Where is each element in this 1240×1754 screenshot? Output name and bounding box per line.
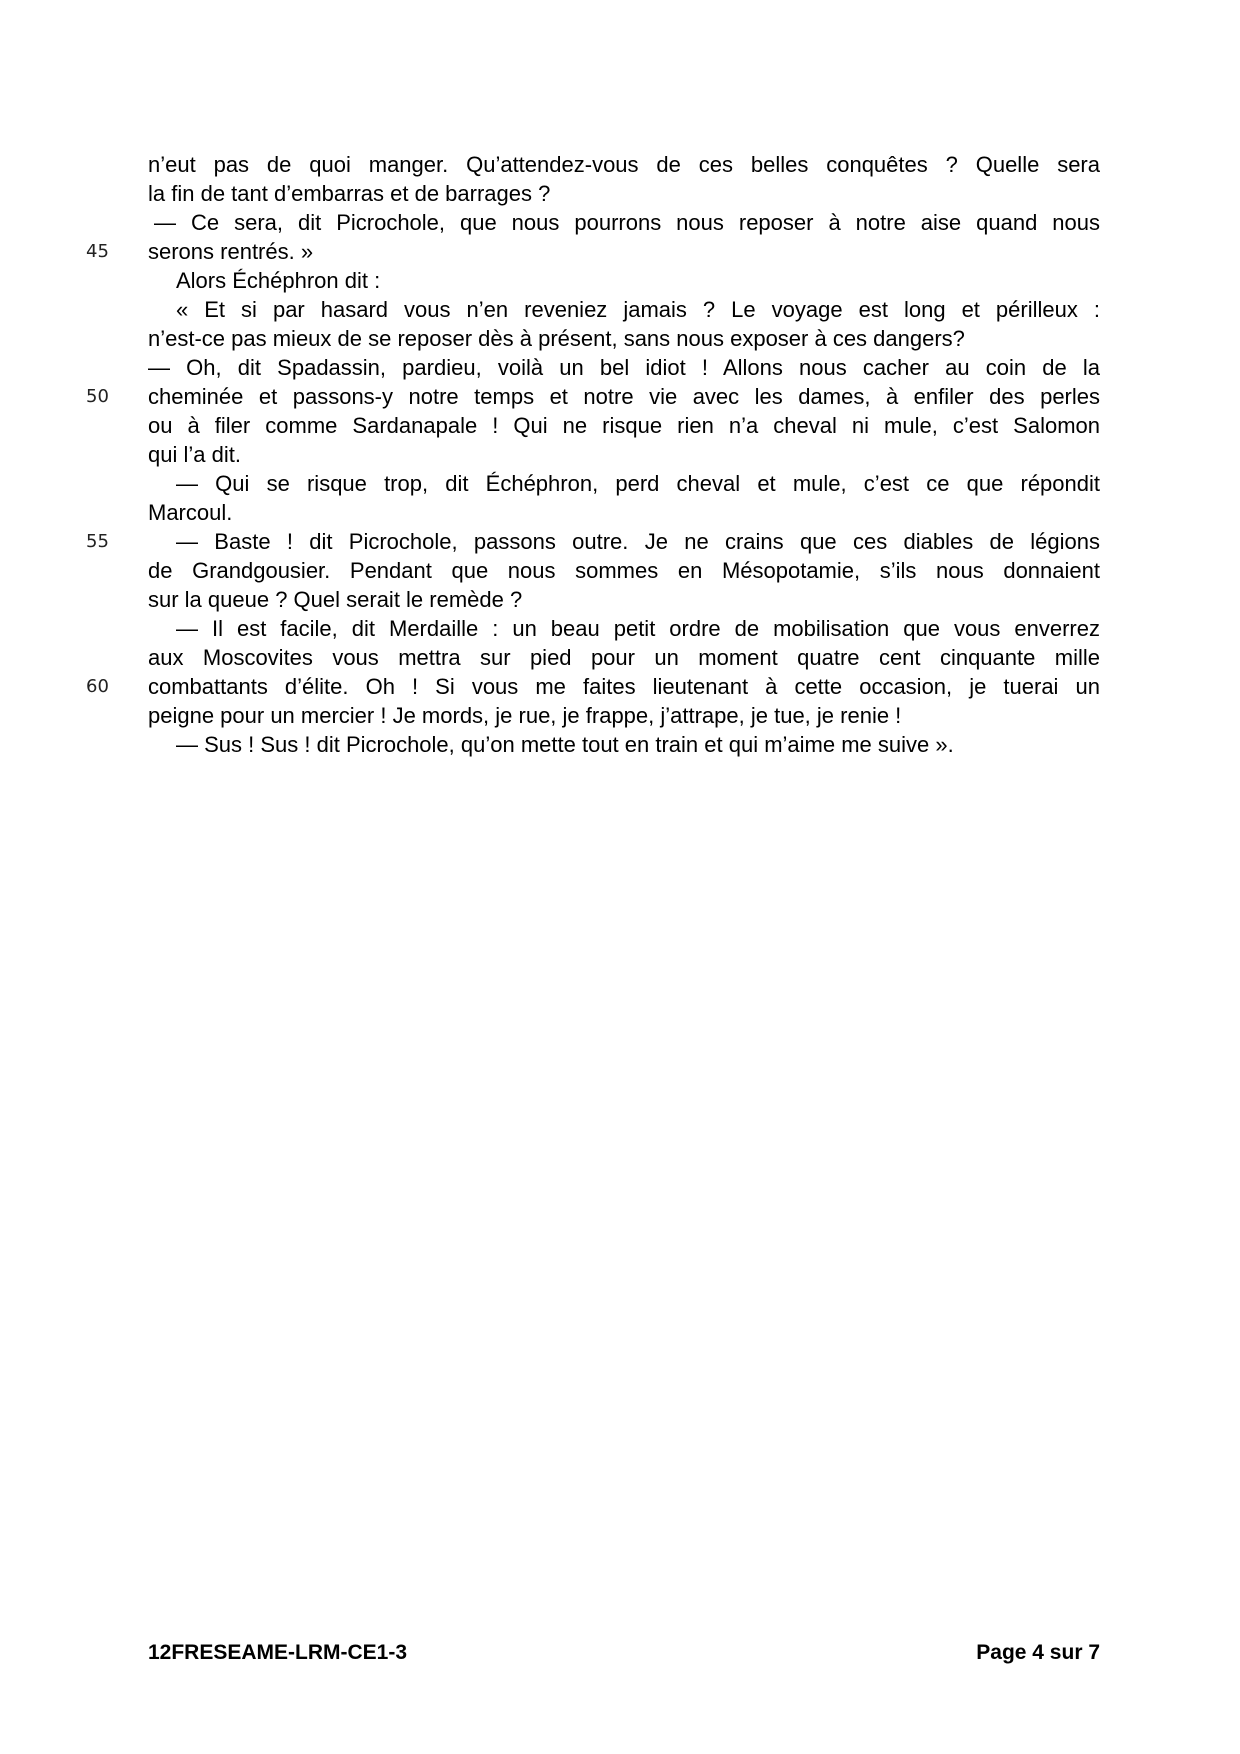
line-text: n’eut pas de quoi manger. Qu’attendez-vous de ces belles conquêtes ? Quelle sera xyxy=(148,152,1100,177)
document-code: 12FRESEAME-LRM-CE1-3 xyxy=(148,1641,408,1664)
line-text: — Baste ! dit Picrochole, passons outre. Je ne crains que ces diables de légions xyxy=(176,529,1100,554)
line-text: combattants d’élite. Oh ! Si vous me faites lieutenant à cette occasion, je tuerai un xyxy=(148,674,1100,699)
text-body xyxy=(86,150,1100,759)
line-text: aux Moscovites vous mettra sur pied pour un moment quatre cent cinquante mille xyxy=(148,645,1100,670)
line-text: — Qui se risque trop, dit Échéphron, perd cheval et mule, c’est ce que répondit xyxy=(176,471,1100,496)
text-line xyxy=(86,672,1100,701)
text-line xyxy=(148,353,1100,382)
line-text: la fin de tant d’embarras et de barrages ? xyxy=(148,181,551,206)
text-line xyxy=(86,382,1100,411)
text-line xyxy=(148,585,1100,614)
text-line xyxy=(148,440,1100,469)
line-number: 60 xyxy=(86,676,109,697)
text-line xyxy=(86,527,1100,556)
text-line xyxy=(148,295,1100,324)
line-text: sur la queue ? Quel serait le remède ? xyxy=(148,587,523,612)
line-text: Alors Échéphron dit : xyxy=(176,268,381,293)
line-text: de Grandgousier. Pendant que nous sommes en Mésopotamie, s’ils nous donnaient xyxy=(148,558,1100,583)
text-line xyxy=(148,701,1100,730)
text-line xyxy=(148,411,1100,440)
line-text: qui l’a dit. xyxy=(148,442,241,467)
text-line xyxy=(86,237,1100,266)
text-line xyxy=(148,614,1100,643)
line-text: — Sus ! Sus ! dit Picrochole, qu’on mette tout en train et qui m’aime me suive ». xyxy=(176,732,954,757)
text-line xyxy=(148,730,1100,759)
text-line xyxy=(148,469,1100,498)
line-text: — Ce sera, dit Picrochole, que nous pourrons nous reposer à notre aise quand nous xyxy=(154,210,1100,235)
line-text: cheminée et passons-y notre temps et notre vie avec les dames, à enfiler des perles xyxy=(148,384,1100,409)
line-text: n’est-ce pas mieux de se reposer dès à présent, sans nous exposer à ces dangers? xyxy=(148,326,965,351)
line-text: « Et si par hasard vous n’en reveniez jamais ? Le voyage est long et périlleux : xyxy=(176,297,1100,322)
line-text: serons rentrés. » xyxy=(148,239,314,264)
line-text: ou à filer comme Sardanapale ! Qui ne risque rien n’a cheval ni mule, c’est Salomon xyxy=(148,413,1100,438)
text-line xyxy=(148,556,1100,585)
page-footer xyxy=(148,1641,1100,1669)
line-number: 45 xyxy=(86,241,109,262)
text-line xyxy=(148,498,1100,527)
text-line xyxy=(148,179,1100,208)
line-text: Marcoul. xyxy=(148,500,233,525)
text-line xyxy=(148,150,1100,179)
text-line xyxy=(148,643,1100,672)
line-text: — Oh, dit Spadassin, pardieu, voilà un bel idiot ! Allons nous cacher au coin de la xyxy=(148,355,1100,380)
text-line xyxy=(148,208,1100,237)
page-number: Page 4 sur 7 xyxy=(976,1641,1100,1664)
line-text: peigne pour un mercier ! Je mords, je rue, je frappe, j’attrape, je tue, je renie ! xyxy=(148,703,902,728)
line-number: 50 xyxy=(86,386,109,407)
text-line xyxy=(148,266,1100,295)
line-text: — Il est facile, dit Merdaille : un beau petit ordre de mobilisation que vous enverrez xyxy=(176,616,1100,641)
text-line xyxy=(148,324,1100,353)
line-number: 55 xyxy=(86,531,109,552)
